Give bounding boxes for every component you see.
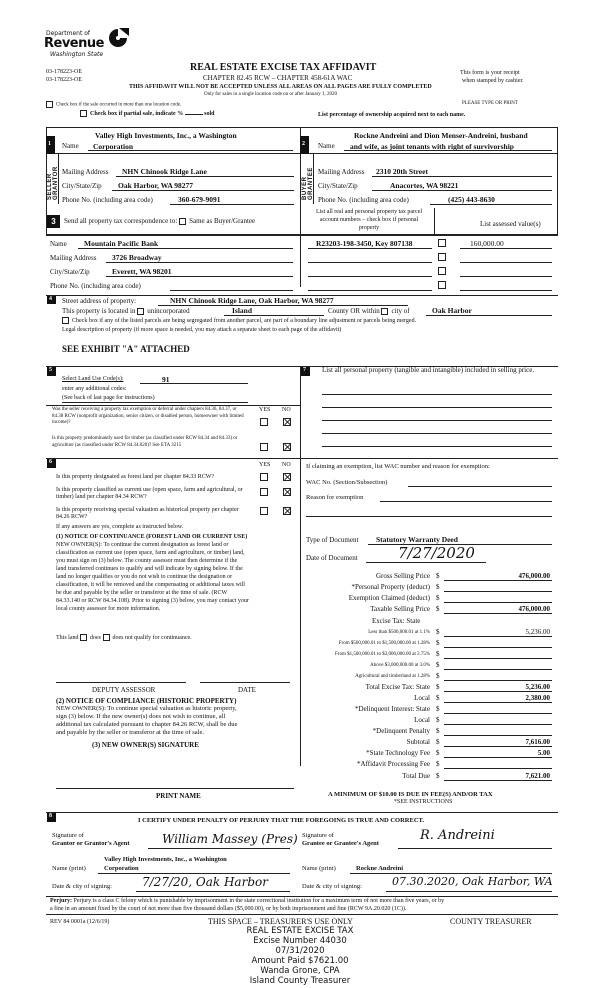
send-label: Send all property tax correspondence to: xyxy=(64,217,178,225)
tier4-label: Above $3,000,000.00 at 3.0% xyxy=(370,663,430,668)
sec5-num: 5 xyxy=(49,367,52,373)
perjury-text1: Perjury is a class C felony which is punishable by imprisonment in the state correctional institution for a maximum term of not more than five years, or by xyxy=(73,898,445,904)
exempt-claim: If claiming an exemption, list WAC number and reason for exemption: xyxy=(306,463,490,470)
street-address[interactable]: NHN Chinook Ridge Lane, Oak Harbor, WA 98277 xyxy=(170,296,334,305)
notice1-line8: local county assessor for more information. xyxy=(56,606,161,612)
sec5-yes: YES xyxy=(259,407,271,413)
list-hdr2: account numbers – check box if personal xyxy=(319,217,419,223)
notice2-line2: additional tax calculated pursuant to chapter 84.26 RCW, shall be due xyxy=(56,721,238,728)
tech-currency: $ xyxy=(436,749,440,757)
stamp-l2: Excise Number 44030 xyxy=(253,936,347,946)
seller-name1: Valley High Investments, Inc., a Washington xyxy=(95,131,237,140)
notice1-line6: be due and payable by the seller or transferor at the time of sale. (RCW xyxy=(56,590,228,596)
does-label: does xyxy=(90,634,101,641)
perjury-text2: a fine in an amount fixed by the court of not more than five thousand dollars ($5,000.00), or by both imprisonment and fine (RCW 9A.20.020 (1C)). xyxy=(50,906,407,912)
list-pct: List percentage of ownership acquired next to each name. xyxy=(318,112,466,118)
personal-currency: $ xyxy=(436,583,440,591)
parcel-number[interactable]: R23203-198-3450, Key 807138 xyxy=(316,239,413,248)
check-partial-label: Check box if partial sale, indicate % xyxy=(90,110,184,117)
exempt-currency: $ xyxy=(436,594,440,602)
sec6-q2-yes[interactable] xyxy=(260,488,268,496)
parcel-checkbox-3[interactable] xyxy=(438,267,446,275)
gross-label: Gross Selling Price xyxy=(375,572,430,580)
list-hdr1: List all real and personal property tax parcel xyxy=(315,209,423,215)
doc-type-label: Type of Document xyxy=(306,536,359,544)
subtotal-value[interactable]: 7,616.00 xyxy=(525,738,550,746)
corr-phone-label: Phone No. (including area code) xyxy=(50,282,141,290)
city-of-label: city of xyxy=(391,307,410,315)
sec6-q3-yes[interactable] xyxy=(260,507,268,515)
sec6-q2-no[interactable] xyxy=(283,488,291,496)
seller-name-label: Name xyxy=(62,142,79,150)
grantee-sig-label1: Signature of xyxy=(302,832,334,839)
corr-city-label: City/State/Zip xyxy=(50,268,90,276)
personal-label: *Personal Property (deduct) xyxy=(351,583,430,591)
grantor-name-label: Name (print) xyxy=(52,865,86,872)
this-land-row xyxy=(56,634,192,641)
total-excise-currency: $ xyxy=(436,683,440,691)
sec6-any: If any answers are yes, complete as instructed below. xyxy=(56,524,184,530)
new-owner-signature: (3) NEW OWNER(S) SIGNATURE xyxy=(92,741,199,749)
tier1-label: Less than $500,000.01 at 1.1% xyxy=(368,630,430,635)
seller-side-label: SELLER GRANTOR xyxy=(47,166,59,200)
buyer-name-label: Name xyxy=(318,142,335,150)
does-checkbox[interactable] xyxy=(80,634,87,641)
notice2-line1: sign (3) below. If the new owner(s) does not wish to continue, all xyxy=(56,713,226,720)
parcel-checkbox-4[interactable] xyxy=(438,281,446,289)
tier2-label: From $500,000.01 to $1,500,000.00 at 1.28% xyxy=(338,641,430,646)
notice1-line4: land no longer qualifies or you do not wish to continue the designation or xyxy=(56,574,233,580)
land-use-label: Select Land Use Code(s): xyxy=(62,376,124,382)
assessed-hdr: List assessed value(s) xyxy=(480,220,541,228)
gross-value[interactable]: 476,000.00 xyxy=(518,572,550,580)
seller-phone[interactable]: 360-679-9091 xyxy=(178,195,221,204)
check-multi-label: Check box if the sale occurred in more than one location code. xyxy=(56,102,182,108)
buyer-city[interactable]: Anacortes, WA 98221 xyxy=(390,181,459,190)
grantee-name: Rockne Andreini xyxy=(356,865,404,872)
sec6-q1-yes[interactable] xyxy=(260,473,268,481)
street-label: Street address of property: xyxy=(62,297,137,305)
not-qualify-checkbox[interactable] xyxy=(103,634,110,641)
delinq-state-label: *Delinquent Interest: State xyxy=(354,705,430,713)
see-instructions: *SEE INSTRUCTIONS xyxy=(394,799,453,805)
tier1-currency: $ xyxy=(436,628,440,636)
unincorp-checkbox[interactable] xyxy=(137,308,144,315)
sec5-q2-no[interactable] xyxy=(283,443,291,451)
corr-mail[interactable]: 3726 Broadway xyxy=(112,253,162,262)
perjury-label: Perjury: xyxy=(50,898,72,904)
stamp-l1: REAL ESTATE EXCISE TAX xyxy=(246,926,354,936)
total-due-label: Total Due xyxy=(402,772,430,780)
total-excise-value[interactable]: 5,236.00 xyxy=(525,683,550,691)
check-partial[interactable] xyxy=(80,110,215,117)
notice1-title: (1) NOTICE OF CONTINUANCE (FOREST LAND OR CURRENT USE) xyxy=(56,534,248,540)
sec6-no: NO xyxy=(282,462,291,468)
same-label: Same as Buyer/Grantee xyxy=(189,217,256,225)
taxable-currency: $ xyxy=(436,605,440,613)
total-due-currency: $ xyxy=(436,772,440,780)
sec5-q1-no[interactable] xyxy=(283,418,291,426)
sec5-q2: Is this property predominantly used for timber (as classified under RCW 84.34 and 84.33) or agriculture (as classified under RCW 84.34.020)? See ETA 3215 xyxy=(52,436,238,448)
tier3-label: From $1,500,000.01 to $3,000,000.00 at 2.75% xyxy=(335,652,430,657)
gross-currency: $ xyxy=(436,572,440,580)
sec5-q1-yes[interactable] xyxy=(260,418,268,426)
buyer-phone[interactable]: (425) 443-8630 xyxy=(448,195,495,204)
delinq-pen-currency: $ xyxy=(436,727,440,735)
tier3-currency: $ xyxy=(436,650,440,658)
seller-mail-label: Mailing Address xyxy=(62,168,109,176)
county-treasurer: COUNTY TREASURER xyxy=(450,917,532,926)
seller-mail[interactable]: NHN Chinook Ridge Lane xyxy=(122,167,207,176)
buyer-phone-label: Phone No. (including area code) xyxy=(318,196,409,204)
minimum-note: A MINIMUM OF $10.00 IS DUE IN FEE(S) AND/OR TAX xyxy=(328,791,493,798)
notice2-line3: and payable by the seller or transferor at the time of sale. xyxy=(56,729,204,736)
check-multi[interactable] xyxy=(46,101,181,108)
sec6-num: 6 xyxy=(49,459,52,465)
buyer-side-label: BUYER GRANTEE xyxy=(302,167,314,200)
see-back: (See back of last page for instructions) xyxy=(62,395,155,401)
doc-type[interactable]: Statutory Warranty Deed xyxy=(376,535,458,544)
logo-dept: Department of xyxy=(46,30,90,37)
notice2-title: (2) NOTICE OF COMPLIANCE (HISTORIC PROPERTY) xyxy=(56,697,237,705)
sec6-yes: YES xyxy=(259,462,271,468)
sec5-no: NO xyxy=(282,407,291,413)
deputy-assessor: DEPUTY ASSESSOR xyxy=(92,686,156,694)
local-value[interactable]: 2,380.00 xyxy=(525,694,550,702)
sec6-q1: Is this property designated as forest land per chapter 84.33 RCW? xyxy=(56,474,215,480)
revenue-logo xyxy=(46,30,136,64)
wac-label: WAC No. (Section/Subsection) xyxy=(306,479,388,486)
buyer-city-label: City/State/Zip xyxy=(318,182,358,190)
form-title: REAL ESTATE EXCISE TAX AFFIDAVIT xyxy=(190,62,377,73)
sec4-num: 4 xyxy=(49,296,52,302)
send-correspondence xyxy=(64,217,255,225)
tier2-currency: $ xyxy=(436,639,440,647)
doc-date[interactable]: 7/27/2020 xyxy=(398,544,475,562)
tier4-currency: $ xyxy=(436,661,440,669)
grantee-date-label: Date & city of signing: xyxy=(302,883,362,890)
delinq-pen-label: *Delinquent Penalty xyxy=(372,727,430,735)
affidavit-fee-currency: $ xyxy=(436,760,440,768)
id-a: 03-178223-OE xyxy=(46,69,82,75)
tech-value[interactable]: 5.00 xyxy=(537,749,550,757)
stamped-note: when stamped by cashier. xyxy=(462,78,524,84)
delinq-local-label: Local xyxy=(414,716,430,724)
taxable-label: Taxable Selling Price xyxy=(370,605,430,613)
grantor-sig-label1: Signature of xyxy=(52,832,84,839)
sec6-q3: Is this property receiving special valuation as historical property per chapter 84.26 RCW? xyxy=(56,507,239,520)
doc-date-label: Date of Document xyxy=(306,554,358,562)
county-or-label: County OR within xyxy=(328,307,380,315)
grantee-sig-label2: Grantee or Grantee's Agent xyxy=(302,840,379,847)
local-label: Local xyxy=(414,694,430,702)
corr-name-label: Name xyxy=(50,240,67,248)
subtotal-currency: $ xyxy=(436,738,440,746)
segregate-row xyxy=(62,317,416,324)
print-note: PLEASE TYPE OR PRINT xyxy=(462,101,518,106)
not-qualify-label: does not qualify for continuance. xyxy=(112,634,192,641)
list-personal: List all personal property (tangible and intangible) included in selling price. xyxy=(322,366,535,374)
exhibit-text: SEE EXHIBIT "A" ATTACHED xyxy=(62,344,190,354)
sec6-q1-no[interactable] xyxy=(283,473,291,481)
sec5-q2-yes[interactable] xyxy=(260,443,268,451)
located-row xyxy=(62,307,190,315)
corr-name[interactable]: Mountain Pacific Bank xyxy=(84,239,159,248)
subtotal-label: Subtotal xyxy=(406,738,430,746)
corr-city[interactable]: Everett, WA 98201 xyxy=(112,267,172,276)
parcel-checkbox-1[interactable] xyxy=(438,239,446,247)
warning: THIS AFFIDAVIT WILL NOT BE ACCEPTED UNLESS ALL AREAS ON ALL PAGES ARE FULLY COMPLETED xyxy=(129,84,432,90)
corr-mail-label: Mailing Address xyxy=(50,254,97,262)
seller-city[interactable]: Oak Harbor, WA 98277 xyxy=(118,181,194,190)
located-label: This property is located in xyxy=(62,307,136,315)
excise-label: Excise Tax: State xyxy=(372,617,421,625)
sec6-q3-no[interactable] xyxy=(283,507,291,515)
city[interactable]: Oak Harbor xyxy=(432,306,472,315)
notice1-line5: classification, it will be removed and the compensating or additional taxes will xyxy=(56,582,245,588)
logo-emblem-icon xyxy=(106,27,130,49)
stamp-l5: Wanda Grone, CPA xyxy=(260,966,340,976)
sec8-num: 8 xyxy=(49,813,52,819)
print-name: PRINT NAME xyxy=(156,792,201,800)
unincorp-label: unincorporated xyxy=(147,307,190,315)
sec3-num: 3 xyxy=(47,215,60,228)
local-currency: $ xyxy=(436,694,440,702)
assessed-value[interactable]: 160,000.00 xyxy=(470,239,504,248)
total-excise-label: Total Excise Tax: State xyxy=(365,683,430,691)
grantor-name2: Corporation xyxy=(104,865,139,872)
total-due-value[interactable]: 7,621.00 xyxy=(525,772,550,780)
id-b: 03-178223-OE xyxy=(46,77,82,83)
segregate-checkbox[interactable] xyxy=(62,317,69,324)
same-checkbox[interactable] xyxy=(179,218,186,225)
grantor-signature[interactable]: William Massey (Pres) xyxy=(162,832,298,846)
sec1-num: 1 xyxy=(48,141,51,147)
tier5-label: Agricultural and timberland at 1.28% xyxy=(355,674,430,679)
taxable-value[interactable]: 476,000.00 xyxy=(518,605,550,613)
notice1-line2: you must sign on (3) below. The county assessor must then determine if the xyxy=(56,558,238,564)
form-rev: REV 84 0001a (12/6/19) xyxy=(50,919,110,925)
grantor-sig-label2: Grantor or Grantor's Agent xyxy=(52,840,130,847)
stamp-l4: Amount Paid $7621.00 xyxy=(251,956,349,966)
notice2-line0: NEW OWNER(S): To continue special valuation as historic property, xyxy=(56,705,237,712)
grantee-signature[interactable]: R. Andreini xyxy=(420,828,495,843)
buyer-name1: Rockne Andreini and Dion Menser-Andreini, husband xyxy=(354,131,528,140)
list-hdr3: property xyxy=(358,225,380,231)
sec6-q2: Is this property classified as current use (open space, farm and agricultural, or timber) land per chapter 84.34 RCW? xyxy=(56,487,243,500)
grantor-date[interactable]: 7/27/20, Oak Harbor xyxy=(142,875,268,889)
reason-label: Reason for exemption xyxy=(306,494,364,501)
segregate-label: Check box if any of the listed parcels are being segregated from another parcel, are part of a boundary line adjustment or parcels being merged. xyxy=(72,317,417,324)
seller-city-label: City/State/Zip xyxy=(62,182,102,190)
sold-label: sold xyxy=(204,110,215,117)
logo-state: Washington State xyxy=(50,51,104,58)
affidavit-fee-label: *Affidavit Processing Fee xyxy=(357,760,430,768)
notice1-line3: land transferred continues to qualify and will indicate by signing below. If the xyxy=(56,566,243,572)
this-land-label: This land xyxy=(56,634,79,641)
grantee-name-label: Name (print) xyxy=(302,865,336,872)
notice1-line0: NEW OWNER(S): To continue the current designation as forest land or xyxy=(56,542,229,548)
exempt-label: Exemption Claimed (deduct) xyxy=(348,594,430,602)
tech-label: *State Technology Fee xyxy=(366,749,430,757)
buyer-mail-label: Mailing Address xyxy=(318,168,365,176)
notice1-line7: 84.33.140 or RCW 84.34.108). Prior to signing (3) below, you may contact your xyxy=(56,598,249,604)
sec7-num: 7 xyxy=(303,367,306,373)
legal-label: Legal description of property (if more space is needed, you may attach a separate sheet to each page of the affidavit) xyxy=(62,327,342,333)
seller-phone-label: Phone No. (including area code) xyxy=(62,196,153,204)
deputy-date: DATE xyxy=(238,686,256,694)
tier1-value[interactable]: 5,236.00 xyxy=(525,628,550,636)
seller-name2: Corporation xyxy=(93,142,133,151)
land-use-code[interactable]: 91 xyxy=(162,375,170,384)
delinq-local-currency: $ xyxy=(436,716,440,724)
stamp-l3: 07/31/2020 xyxy=(275,946,325,956)
grantee-date[interactable]: 07.30.2020, Oak Harbor, WA xyxy=(392,875,553,888)
parcel-checkbox-2[interactable] xyxy=(438,253,446,261)
grantor-date-label: Date & city of signing: xyxy=(52,883,112,890)
treasurer-space: THIS SPACE – TREASURER'S USE ONLY xyxy=(208,917,353,926)
tier5-currency: $ xyxy=(436,672,440,680)
buyer-mail[interactable]: 2310 20th Street xyxy=(376,167,428,176)
stamp-l6: Island County Treasurer xyxy=(249,976,351,986)
sales-note: Only for sales in a single location code on or after January 1, 2020 xyxy=(204,92,338,97)
delinq-state-currency: $ xyxy=(436,705,440,713)
logo-revenue: Revenue xyxy=(44,36,104,51)
city-checkbox[interactable] xyxy=(381,308,388,315)
sec5-q1: Was the seller receiving a property tax exemption or deferral under chapters 84.36, 84.37, or 84.38 RCW (nonprofit organization, senior citizen, or disabled person, homeowner with limited income)? xyxy=(52,407,244,425)
county-or-row xyxy=(328,307,410,315)
certify: I CERTIFY UNDER PENALTY OF PERJURY THAT THE FOREGOING IS TRUE AND CORRECT. xyxy=(138,817,425,824)
receipt-note: This form is your receipt xyxy=(460,70,520,76)
grantor-name1: Valley High Investments, Inc., a Washington xyxy=(104,856,227,863)
perjury-line1 xyxy=(50,898,444,904)
sec2-num: 2 xyxy=(302,141,305,147)
county[interactable]: Island xyxy=(232,306,253,315)
notice1-line1: classification as current use (open space, farm and agriculture, or timber) land, xyxy=(56,550,245,556)
chapter: CHAPTER 82.45 RCW – CHAPTER 458-61A WAC xyxy=(203,74,353,82)
additional-codes: enter any additional codes: xyxy=(62,386,127,392)
buyer-name2: and wife, as joint tenants with right of survivorship xyxy=(350,142,514,151)
